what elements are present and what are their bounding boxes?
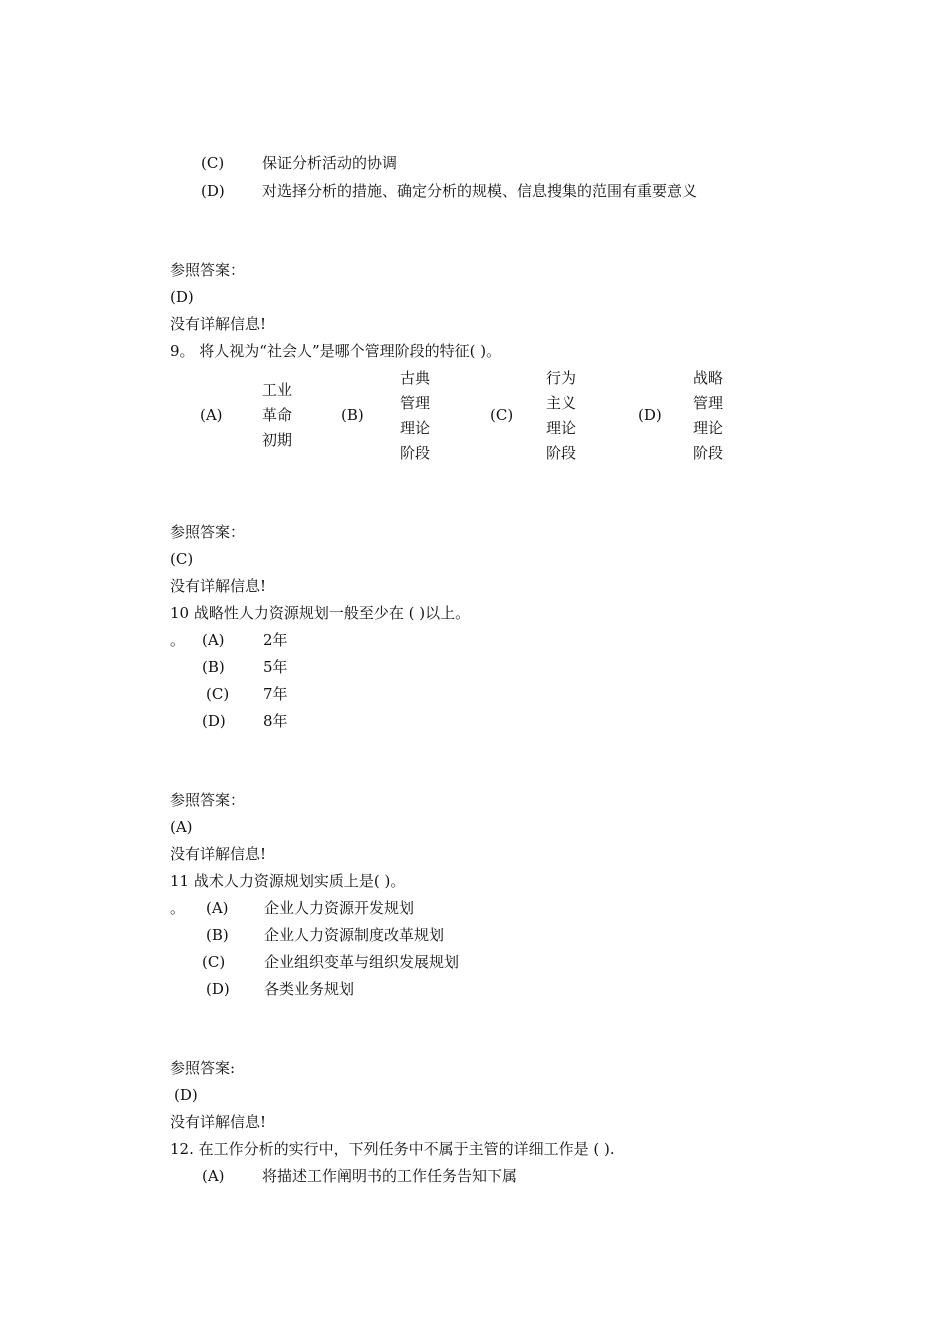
q10-option-a-text: 2年 xyxy=(263,631,288,649)
q11-option-b-label: (B) xyxy=(206,926,229,944)
q9-option-d-line-1: 战略 xyxy=(693,369,724,387)
q10-option-c-label: (C) xyxy=(206,685,230,703)
q9-option-b-label: (B) xyxy=(341,406,364,424)
q8-option-d-text: 对选择分析的措施、确定分析的规模、信息搜集的范围有重要意义 xyxy=(262,182,698,200)
q9-option-a-label: (A) xyxy=(200,406,223,424)
q8-option-c-label: (C) xyxy=(201,154,225,172)
q9-option-b-line-1: 古典 xyxy=(400,369,431,387)
q10-option-d-text: 8年 xyxy=(263,712,288,730)
q9-option-b-line-2: 管理 xyxy=(400,394,431,412)
q8-answer: (D) xyxy=(170,288,194,306)
q8-option-d-label: (D) xyxy=(201,182,225,200)
q10-detail: 没有详解信息! xyxy=(170,845,267,863)
q9-option-d-line-3: 理论 xyxy=(693,419,724,437)
q9-option-c-line-1: 行为 xyxy=(546,369,577,387)
q9-answer-heading: 参照答案： xyxy=(170,523,246,541)
q11-lead-mark: 。 xyxy=(170,899,186,917)
q9-option-a-line-1: 工业 xyxy=(262,381,293,399)
q9-option-c-label: (C) xyxy=(490,406,514,424)
q11-answer-heading: 参照答案: xyxy=(170,1059,236,1077)
q12-question: 12. 在工作分析的实行中，下列任务中不属于主管的详细工作是 ( ). xyxy=(170,1140,615,1158)
q10-option-b-label: (B) xyxy=(202,658,225,676)
q11-option-d-label: (D) xyxy=(206,980,230,998)
q12-option-a-label: (A) xyxy=(202,1167,225,1185)
q9-option-c-line-4: 阶段 xyxy=(546,444,577,462)
q9-question: 9。 将人视为“社会人”是哪个管理阶段的特征( )。 xyxy=(170,342,502,360)
q8-detail: 没有详解信息! xyxy=(170,315,267,333)
q12-option-a-text: 将描述工作阐明书的工作任务告知下属 xyxy=(262,1167,518,1185)
q9-option-a-line-3: 初期 xyxy=(262,431,293,449)
q9-option-d-label: (D) xyxy=(638,406,662,424)
q10-answer-heading: 参照答案： xyxy=(170,791,246,809)
q10-answer: (A) xyxy=(170,818,193,836)
q8-option-c-text: 保证分析活动的协调 xyxy=(262,154,398,172)
q11-answer: (D) xyxy=(174,1086,198,1104)
q9-option-a-line-2: 革命 xyxy=(262,406,293,424)
q11-option-c-label: (C) xyxy=(202,953,226,971)
q11-detail: 没有详解信息! xyxy=(170,1113,267,1131)
q11-option-a-label: (A) xyxy=(206,899,229,917)
q11-option-d-text: 各类业务规划 xyxy=(264,980,355,998)
q9-option-c-line-2: 主义 xyxy=(546,394,577,412)
q8-answer-heading: 参照答案： xyxy=(170,261,246,279)
q9-option-d-line-4: 阶段 xyxy=(693,444,724,462)
q9-detail: 没有详解信息! xyxy=(170,577,267,595)
q10-option-d-label: (D) xyxy=(202,712,226,730)
q9-option-b-line-4: 阶段 xyxy=(400,444,431,462)
q11-option-c-text: 企业组织变革与组织发展规划 xyxy=(264,953,460,971)
q11-question: 11 战术人力资源规划实质上是( )。 xyxy=(170,872,406,890)
q10-option-c-text: 7年 xyxy=(263,685,288,703)
q9-option-b-line-3: 理论 xyxy=(400,419,431,437)
q9-option-d-line-2: 管理 xyxy=(693,394,724,412)
q11-option-a-text: 企业人力资源开发规划 xyxy=(264,899,415,917)
q10-option-b-text: 5年 xyxy=(263,658,288,676)
q10-option-a-label: (A) xyxy=(202,631,225,649)
q10-question: 10 战略性人力资源规划一般至少在 ( )以上。 xyxy=(170,604,471,622)
q11-option-b-text: 企业人力资源制度改革规划 xyxy=(264,926,445,944)
q9-option-c-line-3: 理论 xyxy=(546,419,577,437)
q9-answer: (C) xyxy=(170,550,194,568)
q10-lead-mark: 。 xyxy=(170,631,186,649)
